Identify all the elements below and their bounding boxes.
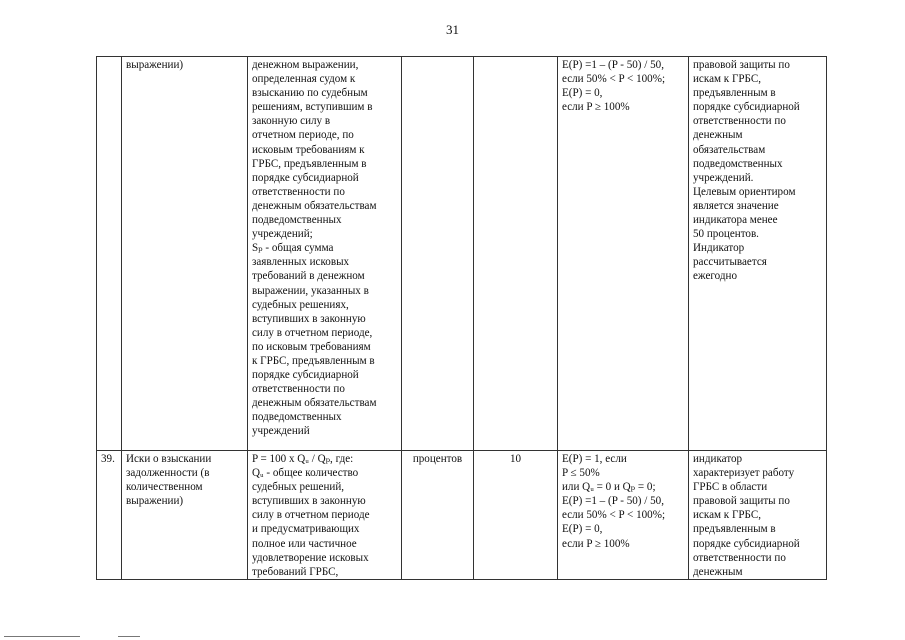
cell-text-line: предъявленным в xyxy=(693,87,776,100)
cell-text-line: P ≤ 50% xyxy=(562,467,600,480)
cell-text-line: требований ГРБС, xyxy=(252,565,339,578)
cell-text-line: удовлетворение исковых xyxy=(252,551,369,564)
cell-text-line: Иски о взыскании xyxy=(126,453,212,465)
cell-text-line: предъявленным в xyxy=(693,523,776,536)
cell-text-line: количественном xyxy=(126,481,203,494)
cell-text-line: E(P) = 1, если xyxy=(562,453,627,465)
cell-text-line: 50 процентов. xyxy=(693,228,759,241)
cell-text-line: задолженности (в xyxy=(126,467,210,480)
indicator-name-cell xyxy=(122,451,248,580)
cell-text-line: выражении, указанных в xyxy=(252,284,369,297)
evaluation-cell xyxy=(558,57,689,451)
evaluation-cell xyxy=(558,451,689,580)
cell-text-line: E(P) =1 – (P - 50) / 50, xyxy=(562,59,664,71)
cell-text-line: правовой защиты по xyxy=(693,59,790,71)
cell-text-line: Индикатор xyxy=(693,242,745,255)
table-row xyxy=(97,451,827,580)
cell-text-line: денежным обязательствам xyxy=(252,397,377,410)
cell-text-line: силу в отчетном периоде xyxy=(252,509,370,522)
unit-cell: процентов xyxy=(402,451,474,580)
cell-text-line: ответственности по xyxy=(252,383,345,396)
page-number: 31 xyxy=(446,22,459,37)
cell-text-line: порядке субсидиарной xyxy=(693,101,800,114)
row-number-cell: 39. xyxy=(97,451,122,580)
formula-cell xyxy=(248,451,402,580)
cell-text-line: подведомственных xyxy=(252,411,342,424)
cell-text-line: учреждений. xyxy=(693,171,754,184)
cell-text-line: ежегодно xyxy=(693,270,737,283)
cell-text-line: является значение xyxy=(693,199,779,212)
cell-text-line: индикатор xyxy=(693,453,743,465)
cell-text-line: индикатора менее xyxy=(693,214,778,227)
cell-text-line: порядке субсидиарной xyxy=(252,369,359,382)
unit-cell xyxy=(402,57,474,451)
cell-text-line: выражении) xyxy=(126,59,184,71)
cell-text-line: выражении) xyxy=(126,495,184,508)
cell-text-line: обязательствам xyxy=(693,143,766,156)
cell-text-line: заявленных исковых xyxy=(252,256,350,269)
cell-text-line: порядке субсидиарной xyxy=(252,171,359,184)
indicator-name-cell xyxy=(122,57,248,451)
cell-text-line: правовой защиты по xyxy=(693,495,790,508)
cell-text-line: если 50% < P < 100%; xyxy=(562,509,666,522)
cell-text-line: решениям, вступившим в xyxy=(252,101,373,114)
cell-text-line: ответственности по xyxy=(252,185,345,198)
cell-text-line: взысканию по судебным xyxy=(252,87,368,100)
cell-text-line: ГРБС в области xyxy=(693,481,768,494)
cell-text-line: отчетном периоде, по xyxy=(252,129,354,142)
cell-text-line: подведомственных xyxy=(252,214,342,227)
cell-text-line: E(P) =1 – (P - 50) / 50, xyxy=(562,495,664,508)
cell-text-line: Целевым ориентиром xyxy=(693,185,796,198)
cell-text-line: E(P) = 0, xyxy=(562,523,603,536)
cell-text-line: E(P) = 0, xyxy=(562,87,603,100)
cell-text-line: ответственности по xyxy=(693,551,786,564)
cell-text-line: денежным обязательствам xyxy=(252,199,377,212)
cell-text-line: рассчитывается xyxy=(693,256,767,269)
cell-text-line: Qᵤ - общее количество xyxy=(252,467,359,480)
cell-text-line: судебных решениях, xyxy=(252,298,349,311)
cell-text-line: ответственности по xyxy=(693,115,786,128)
cell-text-line: вступивших в законную xyxy=(252,495,366,508)
cell-text-line: ГРБС, предъявленным в xyxy=(252,157,367,170)
cell-text-line: порядке субсидиарной xyxy=(693,537,800,550)
cell-text-line: требований в денежном xyxy=(252,270,365,283)
formula-cell xyxy=(248,57,402,451)
cell-text-line: характеризует работу xyxy=(693,467,795,480)
cell-text-line: к ГРБС, предъявленным в xyxy=(252,354,375,367)
comment-cell xyxy=(689,57,827,451)
cell-text-line: или Qᵤ = 0 и Qₚ = 0; xyxy=(562,481,656,494)
cell-text-line: учреждений xyxy=(252,425,310,438)
cell-text-line: денежным xyxy=(693,565,743,578)
cell-text-line: Sₚ - общая сумма xyxy=(252,242,334,255)
cell-text-line: учреждений; xyxy=(252,228,313,241)
cell-text-line: и предусматривающих xyxy=(252,523,360,536)
cell-text-line: законную силу в xyxy=(252,115,331,128)
cell-text-line: искам к ГРБС, xyxy=(693,509,762,522)
row-number-cell xyxy=(97,57,122,451)
cell-text-line: силу в отчетном периоде, xyxy=(252,326,373,339)
comment-cell xyxy=(689,451,827,580)
cell-text-line: определенная судом к xyxy=(252,73,356,86)
cell-text-line: денежным xyxy=(693,129,743,142)
cell-text-line: судебных решений, xyxy=(252,481,345,494)
cell-text-line: P = 100 x Qᵤ / Qₚ, где: xyxy=(252,453,354,465)
cell-text-line: по исковым требованиям xyxy=(252,340,371,353)
weight-cell xyxy=(474,57,558,451)
cell-text-line: вступивших в законную xyxy=(252,312,366,325)
scan-artifact-line xyxy=(4,636,80,637)
cell-text-line: подведомственных xyxy=(693,157,783,170)
cell-text-line: если 50% < P < 100%; xyxy=(562,73,666,86)
weight-cell: 10 xyxy=(474,451,558,580)
scan-artifact-line xyxy=(118,636,140,637)
cell-text-line: если P ≥ 100% xyxy=(562,101,630,114)
indicator-table xyxy=(96,56,827,580)
cell-text-line: полное или частичное xyxy=(252,537,357,550)
cell-text-line: исковым требованиям к xyxy=(252,143,365,156)
cell-text-line: искам к ГРБС, xyxy=(693,73,762,86)
cell-text-line: денежном выражении, xyxy=(252,59,359,71)
cell-text-line: если P ≥ 100% xyxy=(562,537,630,550)
table-row xyxy=(97,57,827,451)
